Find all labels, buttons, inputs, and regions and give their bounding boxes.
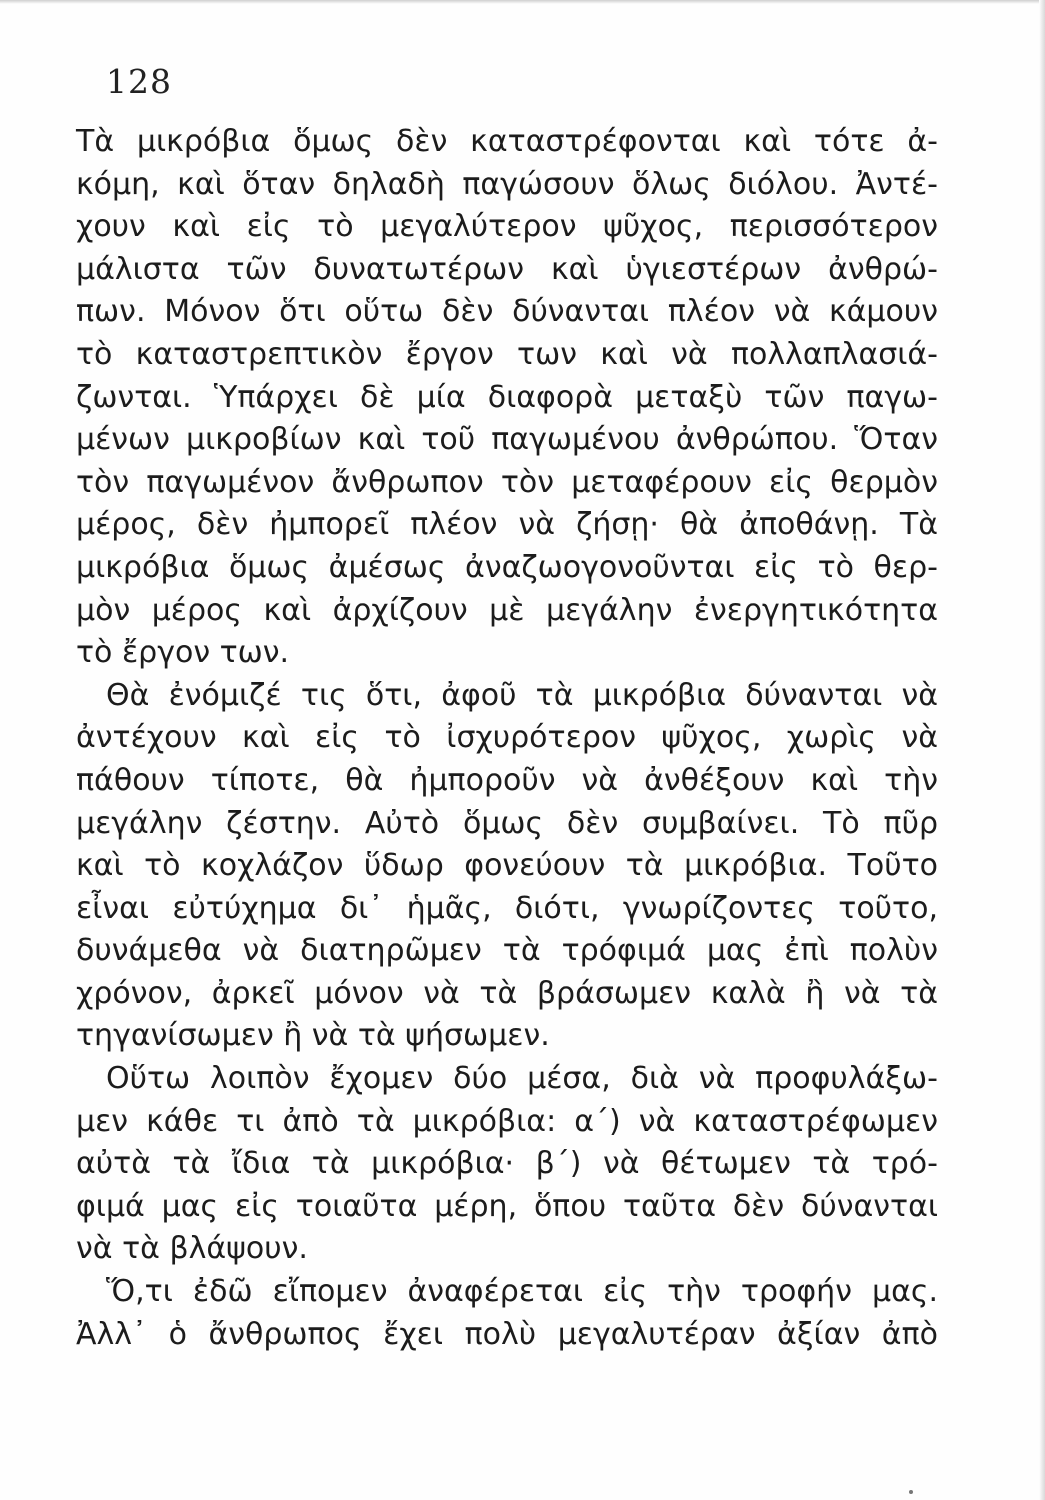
paragraph-end-line: νὰ τὰ βλάψουν.	[76, 1231, 308, 1267]
text-line: χρόνον, ἀρκεῖ μόνον νὰ τὰ βράσωμεν καλὰ ἢ νὰ τὰ	[76, 975, 938, 1011]
paragraph-start-line: Θὰ ἐνόμιζέ τις ὅτι, ἀφοῦ τὰ μικρόβια δύνανται νὰ	[106, 677, 938, 713]
text-line: πων. Μόνον ὅτι οὕτω δὲν δύνανται πλέον νὰ κάμουν	[76, 294, 938, 330]
text-line: ζωνται. Ὑπάρχει δὲ μία διαφορὰ μεταξὺ τῶν παγω-	[76, 379, 938, 415]
text-line: κόμη, καὶ ὅταν δηλαδὴ παγώσουν ὅλως διόλου. Ἀντέ-	[76, 166, 938, 202]
text-line: μάλιστα τῶν δυνατωτέρων καὶ ὑγιεστέρων ἀνθρώ-	[76, 251, 938, 287]
text-line: φιμά μας εἰς τοιαῦτα μέρη, ὅπου ταῦτα δὲν δύνανται	[76, 1188, 938, 1224]
print-speck	[909, 1490, 913, 1494]
text-line: πάθουν τίποτε, θὰ ἠμποροῦν νὰ ἀνθέξουν καὶ τὴν	[76, 762, 938, 798]
page-top-edge	[0, 0, 1045, 4]
text-line: μὸν μέρος καὶ ἀρχίζουν μὲ μεγάλην ἐνεργητικότητα	[76, 592, 938, 628]
text-line: μέρος, δὲν ἠμπορεῖ πλέον νὰ ζήσῃ· θὰ ἀποθάνῃ. Τὰ	[76, 507, 938, 543]
paragraph-end-line: τὸ ἔργον των.	[76, 635, 290, 671]
text-line: τὸν παγωμένον ἄνθρωπον τὸν μεταφέρουν εἰς θερμὸν	[76, 464, 938, 500]
text-line: Ἀλλ᾿ ὁ ἄνθρωπος ἔχει πολὺ μεγαλυτέραν ἀξίαν ἀπὸ	[76, 1316, 938, 1352]
paragraph-start-line: Οὕτω λοιπὸν ἔχομεν δύο μέσα, διὰ νὰ προφυλάξω-	[106, 1061, 938, 1097]
text-line: εἶναι εὐτύχημα δι᾿ ἡμᾶς, διότι, γνωρίζοντες τοῦτο,	[76, 890, 938, 926]
page-number: 128	[106, 62, 172, 101]
text-line: καὶ τὸ κοχλάζον ὕδωρ φονεύουν τὰ μικρόβια. Τοῦτο	[76, 848, 938, 884]
text-line: μικρόβια ὅμως ἀμέσως ἀναζωογονοῦνται εἰς τὸ θερ-	[76, 549, 938, 585]
body-text	[76, 121, 938, 1356]
text-line: χουν καὶ εἰς τὸ μεγαλύτερον ψῦχος, περισσότερον	[76, 209, 938, 245]
text-line: δυνάμεθα νὰ διατηρῶμεν τὰ τρόφιμά μας ἐπὶ πολὺν	[76, 933, 938, 969]
text-line: Τὰ μικρόβια ὅμως δὲν καταστρέφονται καὶ τότε ἀ-	[76, 124, 938, 159]
page-right-edge	[1039, 0, 1045, 1500]
text-line: τὸ καταστρεπτικὸν ἔργον των καὶ νὰ πολλαπλασιά-	[76, 336, 938, 372]
paragraph-start-line: Ὅ,τι ἐδῶ εἴπομεν ἀναφέρεται εἰς τὴν τροφήν μας.	[106, 1274, 938, 1310]
text-line: αὐτὰ τὰ ἴδια τὰ μικρόβια· β΄) νὰ θέτωμεν τὰ τρό-	[76, 1146, 938, 1182]
text-line: μεγάλην ζέστην. Αὐτὸ ὅμως δὲν συμβαίνει. Τὸ πῦρ	[76, 805, 938, 841]
paragraph-end-line: τηγανίσωμεν ἢ νὰ τὰ ψήσωμεν.	[76, 1018, 550, 1054]
text-line: μεν κάθε τι ἀπὸ τὰ μικρόβια: α΄) νὰ καταστρέφωμεν	[76, 1103, 938, 1139]
text-line: μένων μικροβίων καὶ τοῦ παγωμένου ἀνθρώπου. Ὅταν	[76, 422, 938, 458]
text-line: ἀντέχουν καὶ εἰς τὸ ἰσχυρότερον ψῦχος, χωρὶς νὰ	[76, 720, 938, 756]
